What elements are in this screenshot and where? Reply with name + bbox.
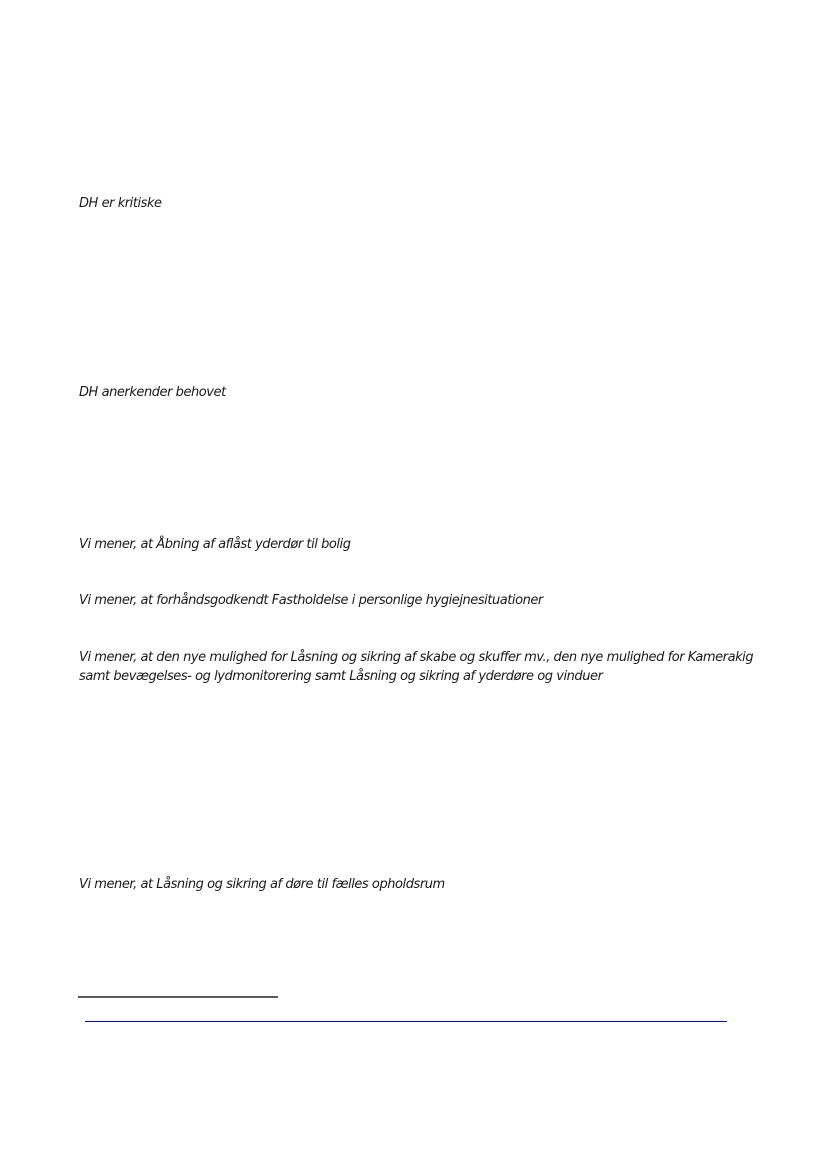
paragraph-line: DH er kritiske (79, 196, 162, 211)
paragraph-line: Vi mener, at den nye mulighed for Låsning og sikring af skabe og skuffer mv., den nye mulighed for Kamerakig (79, 650, 754, 665)
paragraph-line: Vi mener, at Åbning af aflåst yderdør til bolig (79, 537, 351, 552)
paragraph-aabning-af-aflaast-yderdoer (79, 535, 351, 554)
paragraph-line: Vi mener, at Låsning og sikring af døre til fælles opholdsrum (79, 877, 445, 892)
paragraph-dh-anerkender-behovet (79, 383, 226, 402)
blue-horizontal-line (85, 1021, 727, 1022)
paragraph-fastholdelse-hygiejne (79, 591, 543, 610)
paragraph-dh-er-kritiske (79, 194, 162, 213)
paragraph-line: samt bevægelses- og lydmonitorering samt Låsning og sikring af yderdøre og vinduer (79, 669, 603, 684)
paragraph-line: DH anerkender behovet (79, 385, 226, 400)
paragraph-line: Vi mener, at forhåndsgodkendt Fastholdelse i personlige hygiejnesituationer (79, 593, 543, 608)
paragraph-laasning-faelles-opholdsrum (79, 875, 445, 894)
paragraph-laasning-skabe-kamerakig (79, 648, 753, 686)
footnote-separator (78, 996, 278, 998)
